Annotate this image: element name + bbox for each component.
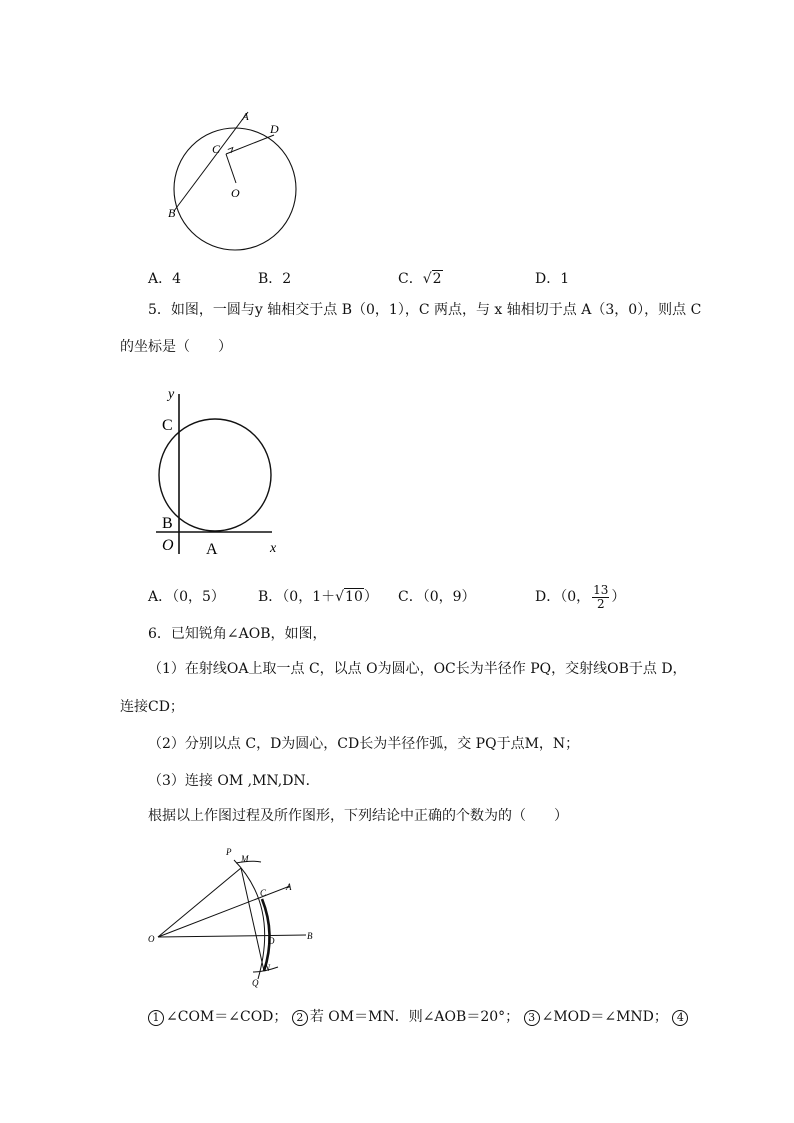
q5-stem-line1: 5．如图，一圆与y 轴相交于点 B（0，1），C 两点，与 x 轴相切于点 A（3，0），则点 C (148, 302, 702, 318)
label-b2: B (162, 515, 173, 532)
label-a3: A (286, 882, 292, 892)
q5-choice-b: B．（0，1＋√10） (258, 589, 378, 605)
label-o: O (231, 186, 240, 200)
label-x: x (270, 541, 277, 556)
q6-step1: （1）在射线OA上取一点 C，以点 O为圆心，OC长为半径作 PQ，交射线OB于点 D， (148, 661, 687, 677)
q6-step3: （3）连接 OM ,MN,DN． (148, 773, 320, 789)
label-a2: A (206, 541, 218, 558)
label-b3: B (307, 931, 313, 941)
statement-1: ∠COM＝∠COD； (166, 1009, 288, 1025)
statement-3: ∠MOD＝∠MND； (541, 1009, 668, 1025)
q4-choice-c: C．√2 (398, 271, 442, 287)
q6-statements (148, 1007, 690, 1027)
label-n: N (264, 963, 271, 973)
label-q: Q (252, 978, 259, 988)
statement-3-marker: 3 (524, 1010, 540, 1026)
label-m: M (241, 854, 249, 864)
statement-1-marker: 1 (148, 1010, 164, 1026)
label-b: B (168, 206, 176, 220)
q5-choice-a: A．（0，5） (148, 589, 225, 605)
label-c: C (212, 142, 221, 156)
q6-question: 根据以上作图过程及所作图形，下列结论中正确的个数为的（ ） (148, 808, 568, 824)
label-p: P (226, 847, 232, 857)
label-d: D (270, 122, 279, 136)
q6-stem: 6．已知锐角∠AOB，如图， (148, 626, 327, 642)
label-o3: O (148, 934, 155, 944)
label-y: y (168, 387, 175, 402)
statement-4-marker: 4 (672, 1010, 688, 1026)
q6-step2: （2）分别以点 C，D为圆心，CD长为半径作弧，交 PQ于点M，N； (148, 736, 580, 752)
circle-chord-figure (160, 105, 310, 255)
q6-step1-cont: 连接CD； (120, 699, 184, 715)
q5-choice-d: D．（0， $\frac{13}{2}$ ） (535, 582, 626, 611)
angle-construction-figure (140, 840, 330, 990)
q4-choice-a: A．4 (148, 271, 182, 287)
q4-choice-d: D．1 (535, 271, 570, 287)
q5-choice-c: C．（0，9） (398, 589, 476, 605)
q5-stem-line2: 的坐标是（ ） (120, 339, 232, 355)
label-c3: C (260, 888, 267, 898)
label-c2: C (162, 417, 173, 434)
tangent-circle-figure (150, 382, 290, 560)
label-o2: O (162, 537, 174, 554)
label-a: A (242, 111, 249, 123)
statement-2: 若 OM＝MN．则∠AOB＝20°； (309, 1009, 520, 1025)
q4-choice-b: B．2 (258, 271, 292, 287)
label-d3: D (268, 936, 275, 946)
statement-2-marker: 2 (292, 1010, 308, 1026)
